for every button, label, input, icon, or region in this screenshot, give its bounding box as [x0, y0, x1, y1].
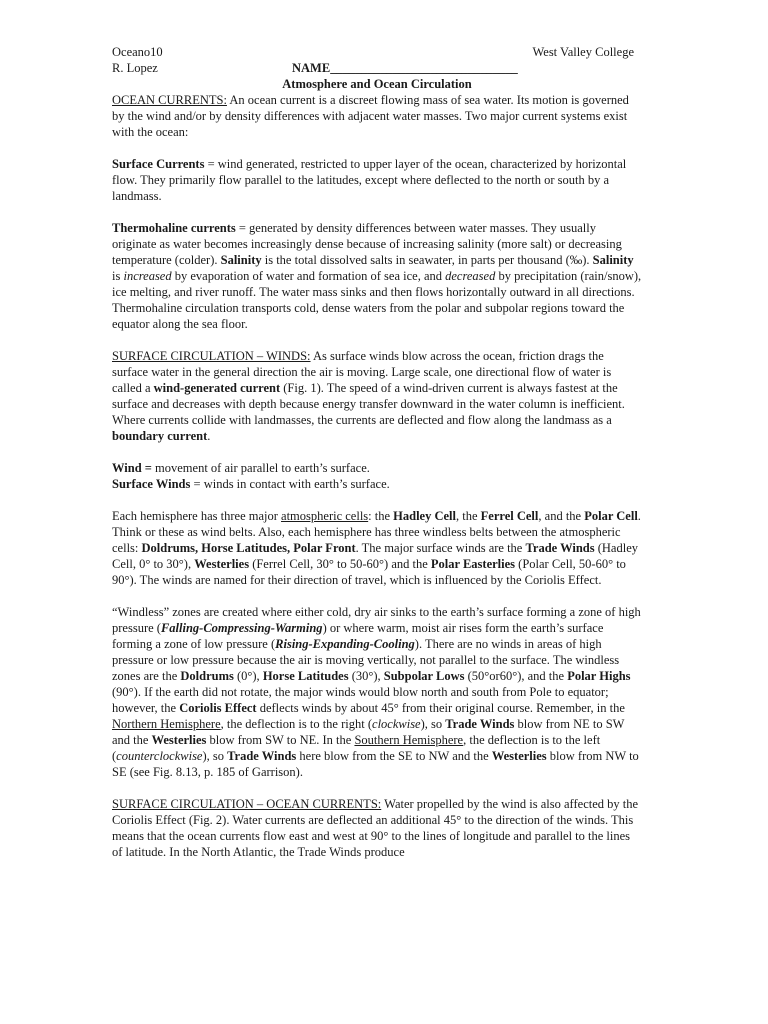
- paragraph-thermohaline: Thermohaline currents = generated by density differences between water masses. They usually originate as water becomes increasingly dense because of increasing salinity (more salt) or decreasing temperature (colder). Salinity is the total dissolved salts in seawater, in parts per thousand (‰). Salinity is increased by evaporation of water and formation of sea ice, and decreased by precipitation (rain/snow), ice melting, and river runoff. The water mass sinks and then flows horizontally outward in all directions. Thermohaline circulation transports cold, dense waters from the polar and subpolar regions toward the equator along the sea floor.: [112, 221, 642, 331]
- paragraph-windless-zones: “Windless” zones are created where either cold, dry air sinks to the earth’s surface forming a zone of high pressure (Falling-Compressing-Warming) or where warm, moist air rises form the earth’s surface forming a zone of low pressure (Rising-Expanding-Cooling). There are no winds in areas of high pressure or low pressure because the air is moving vertically, not parallel to the surface. The windless zones are the Doldrums (0°), Horse Latitudes (30°), Subpolar Lows (50°or60°), and the Polar Highs (90°). If the earth did not rotate, the major winds would blow north and south from Pole to equator; however, the Coriolis Effect deflects winds by about 45° from their original course. Remember, in the Northern Hemisphere, the deflection is to the right (clockwise), so Trade Winds blow from NE to SW and the Westerlies blow from SW to NE. In the Southern Hemisphere, the deflection is to the left (counterclockwise), so Trade Winds here blow from the SE to NW and the Westerlies blow from NW to SE (see Fig. 8.13, p. 185 of Garrison).: [112, 605, 641, 779]
- course-code: Oceano10: [112, 45, 163, 59]
- name-field: NAME______________________________: [292, 61, 518, 75]
- section-heading: SURFACE CIRCULATION – OCEAN CURRENTS:: [112, 797, 382, 811]
- document-page: [112, 44, 642, 876]
- paragraph-ocean-circulation: SURFACE CIRCULATION – OCEAN CURRENTS: Water propelled by the wind is also affected by the Coriolis Effect (Fig. 2). Water currents are deflected an additional 45° to the direction of the winds. This means that the ocean currents flow east and west at 90° to the lines of longitude and parallel to the lines of latitude. In the North Atlantic, the Trade Winds produce: [112, 797, 639, 859]
- header-row-2: [112, 60, 642, 76]
- paragraph-surface-winds: SURFACE CIRCULATION – WINDS: As surface winds blow across the ocean, friction drags the surface water in the general direction the air is moving. Large scale, one directional flow of water is called a wind-generated current (Fig. 1). The speed of a wind-driven current is always fastest at the surface and decreases with depth because energy transfer downward in the water column is inefficient. Where currents collide with landmasses, the currents are deflected and flow along the landmass as a boundary current.: [112, 349, 625, 443]
- instructor-name: R. Lopez: [112, 61, 158, 75]
- college-name: West Valley College: [532, 45, 634, 59]
- definition-surface-winds: Surface Winds = winds in contact with earth’s surface.: [112, 477, 390, 491]
- definition-wind: Wind = movement of air parallel to earth’s surface.: [112, 461, 370, 475]
- paragraph-atmospheric-cells: Each hemisphere has three major atmospheric cells: the Hadley Cell, the Ferrel Cell, and the Polar Cell. Think or these as wind belts. Also, each hemisphere has three windless belts between the atmospheric cells: Doldrums, Horse Latitudes, Polar Front. The major surface winds are the Trade Winds (Hadley Cell, 0° to 30°), Westerlies (Ferrel Cell, 30° to 50-60°) and the Polar Easterlies (Polar Cell, 50-60° to 90°). The winds are named for their direction of travel, which is influenced by the Coriolis Effect.: [112, 509, 641, 587]
- paragraph-surface-currents: Surface Currents = wind generated, restricted to upper layer of the ocean, characterized by horizontal flow. They primarily flow parallel to the latitudes, except where deflected to the north or south by a landmass.: [112, 157, 627, 203]
- term: Surface Currents: [112, 157, 205, 171]
- section-heading: OCEAN CURRENTS:: [112, 93, 227, 107]
- paragraph-ocean-currents: OCEAN CURRENTS: An ocean current is a discreet flowing mass of sea water. Its motion is governed by the wind and/or by density differences with adjacent water masses. Two major current systems exist with the ocean:: [112, 93, 629, 139]
- header-row-1: [112, 44, 642, 60]
- section-heading: SURFACE CIRCULATION – WINDS:: [112, 349, 311, 363]
- document-title: Atmosphere and Ocean Circulation: [282, 77, 472, 91]
